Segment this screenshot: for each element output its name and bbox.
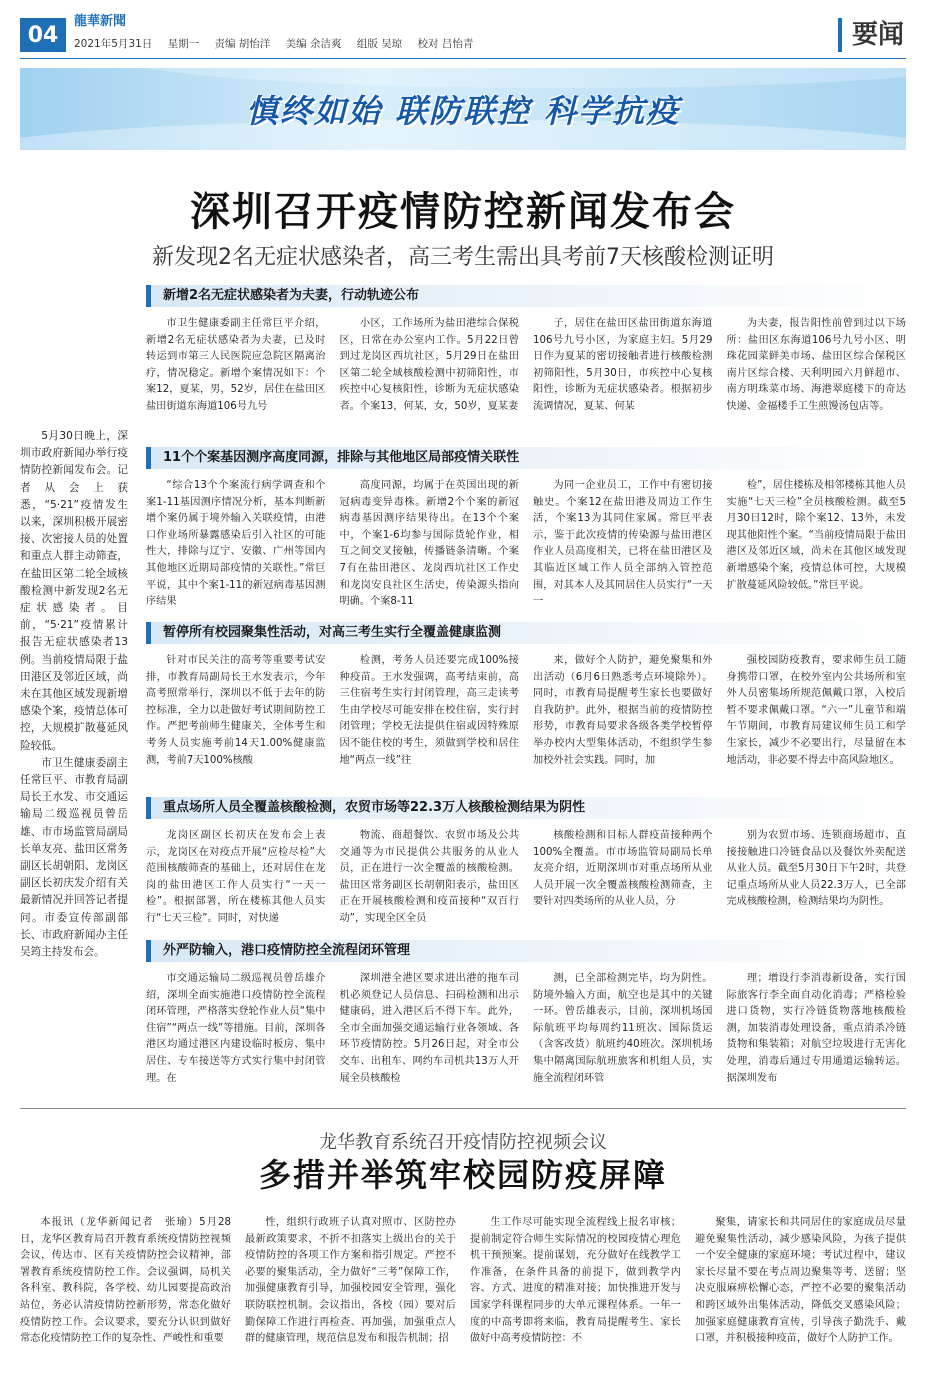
article-text: “综合13个个案流行病学调查和个案1-11基因测序情况分析，基本判断新增个案仍属于境外输入关联疫情，由港口作业场所暴露感染后引入社区的可能性大，排除与辽宁、安徽、广州等国内其他地区近期局部疫情的关联性。”常巨平说，其中个案1-11的新冠病毒基因测序结果 <box>146 480 326 608</box>
banner-slogan: 慎终如始 联防联控 科学抗疫 <box>245 92 681 130</box>
article-text: 物流、商超餐饮、农贸市场及公共交通等为市民提供公共服务的从业人员，正在进行一次全覆盖的核酸检测。盐田区常务副区长胡朝阳表示，盐田区正在开展核酸检测和疫苗接种“双百行动”，实现全区全员 <box>339 830 519 924</box>
page-number: 04 <box>20 18 66 52</box>
article-column <box>340 828 520 928</box>
article-text: 市交通运输局二级巡视员曾岳雄介绍，深圳全面实施港口疫情防控全流程闭环管理，严格落实登轮作业人员“集中住宿”“两点一线”等措施。目前，深圳各港区均通过港区内建设临时板房、集中居住、专车接送等方式实行集中封闭管理。在 <box>146 973 326 1084</box>
article-column <box>727 478 907 614</box>
article-column <box>146 478 326 614</box>
bottom-headline: 多措并举筑牢校园防疫屏障 <box>258 1156 667 1194</box>
article-text: 检”，居住楼栋及相邻楼栋其他人员实施“七天三检”全员核酸检测。截至5月30日12时，除个案12、13外，未发现其他阳性个案。“当前疫情局限于盐田港区及邻近区域，尚未在其他区域发现新增感染个案，疫情总体可控，大规模扩散蔓延风险较低。”常巨平说。 <box>726 480 906 591</box>
section-heading: 新增2名无症状感染者为夫妻，行动轨迹公布 <box>146 285 906 307</box>
header-info <box>74 36 485 51</box>
layout-credit: 组版 吴琼 <box>356 38 403 50</box>
editor: 责编 胡怡洋 <box>214 38 271 50</box>
proof-credit: 校对 吕怡青 <box>417 38 474 50</box>
bottom-kicker: 龙华教育系统召开疫情防控视频会议 <box>319 1132 607 1153</box>
section-heading: 重点场所人员全覆盖核酸检测，农贸市场等22.3万人核酸检测结果为阴性 <box>146 797 906 819</box>
article-column <box>146 316 326 434</box>
lead-column <box>20 428 128 961</box>
article-columns <box>146 316 906 434</box>
article-text: 小区，工作场所为盐田港综合保税区，日常在办公室内工作。5月22日曾到过龙岗区西坑社区，5月29日在盐田区第二轮全域核酸检测中初筛阳性，市疾控中心复核阳性，诊断为无症状感染者。个案13，何某，女，50岁，夏某妻 <box>339 318 519 412</box>
article-text: 检测，考务人员还要完成100%接种疫苗。王水发强调，高考结束前，高三住宿考生实行封闭管理，高三走读考生由学校尽可能安排在校住宿，实行封闭管理；学校无法提供住宿或因特殊原因不能住校的考生，须做到学校和居住地“两点一线”往 <box>339 655 519 766</box>
section-heading: 暂停所有校园聚集性活动，对高三考生实行全覆盖健康监测 <box>146 622 906 644</box>
section-heading: 11个个案基因测序高度同源，排除与其他地区局部疫情关联性 <box>146 447 906 469</box>
section-heading: 外严防输入，港口疫情防控全流程闭环管理 <box>146 940 906 962</box>
article-text: 本报讯（龙华新闻记者 张瑜）5月28日，龙华区教育局召开教育系统疫情防控视频会议，传达市、区有关疫情防控会议精神，部署教育系统疫情防控工作。会议强调，局机关各科室、教科院，各学校、幼儿园要提高政治站位，务必认清疫情防控新形势，常态化做好疫情防控工作。会议要求，要充分认识到做好常态化疫情防控工作的复杂性、严峻性和重要 <box>20 1217 231 1345</box>
article-text: 深圳港全港区要求进出港的拖车司机必须登记人员信息、扫码检测和出示健康码，进入港区后不得下车。此外，全市全面加强交通运输行业各领域、各环节疫情防控。5月26日起，对全市公交车、出租车、网约车司机共13万人开展全员核酸检 <box>339 973 519 1084</box>
lead-paragraph: 5月30日晚上，深圳市政府新闻办举行疫情防控新闻发布会。记者从会上获悉，“5·21”疫情发生以来，深圳积极开展密接、次密接人员的处置和重点人群主动筛查，在盐田区第二轮全域核酸检测中新发现2名无症状感染者。目前，“5·21”疫情累计报告无症状感染者13例。当前疫情局限于盐田港区及邻近区域，尚未在其他区域发现新增感染个案，疫情总体可控，大规模扩散蔓延风险较低。 <box>20 430 128 752</box>
main-headline: 深圳召开疫情防控新闻发布会 <box>190 188 736 235</box>
main-subheadline: 新发现2名无症状感染者，高三考生需出具考前7天核酸检测证明 <box>152 245 774 270</box>
article-text: 理；增设行李消毒新设备，实行国际旅客行李全面自动化消毒；严格检验进口货物，实行冷链货物落地核酸检测，加装消毒处理设备，重点消杀冷链货物和集装箱；对航空垃圾进行无害化处理，消毒后通过专用通道运输转运。据深圳发布 <box>726 973 906 1084</box>
bottom-columns <box>20 1215 906 1371</box>
article-text: 高度同源，均属于在英国出现的新冠病毒变异毒株。新增2个个案的新冠病毒基因测序结果待出。在13个个案中，个案1-6均参与国际货轮作业，相互之间交叉接触，传播链条清晰。个案7有在盐田港区、龙岗西坑社区工作史和龙岗安良社区生活史，传染源头指向明确。个案8-11 <box>339 480 519 608</box>
article-text: 为夫妻，报告阳性前曾到过以下场所：盐田区东海道106号九号小区、明珠花园菜鲜美市场、盐田区综合保税区南片区综合楼、天利明园六月鲜超市、南方明珠菜市场、海港翠庭楼下的奇达快递、金福楼手工生煎馒汤包店等。 <box>726 318 906 412</box>
article-column <box>533 316 713 434</box>
article-columns <box>146 828 906 928</box>
weekday: 星期一 <box>167 38 200 50</box>
article-column <box>727 653 907 789</box>
article-column <box>340 653 520 789</box>
article-text: 子，居住在盐田区盐田街道东海道106号九号小区，为家庭主妇。5月29日作为夏某的密切接触者进行核酸检测初筛阳性，5月30日，市疾控中心复核阳性，诊断为无症状感染者。根据初步流调情况，夏某、何某 <box>533 318 713 412</box>
designer: 美编 余洁爽 <box>285 38 342 50</box>
article-column <box>340 478 520 614</box>
article-text: 性，组织行政班子认真对照市、区防控办最新政策要求，不折不扣落实上级出台的关于疫情防控的各项工作方案和指引规定。严控不必要的聚集活动，全力做好“三考”保障工作，加强健康教育引导，加强校园安全管理，强化联防联控机制。会议指出，各校（园）要对后勤保障工作进行再检查、再加强，加强重点人群的健康管理，规范信息发布和报告机制；招 <box>245 1217 456 1345</box>
article-text: 核酸检测和目标人群疫苗接种两个100%全覆盖。市市场监管局副局长单友亮介绍，近期深圳市对重点场所从业人员开展一次全覆盖核酸检测筛查，主要针对四类场所的从业人员，分 <box>533 830 713 908</box>
article-text: 为同一企业员工，工作中有密切接触史。个案12在盐田港及周边工作生活，个案13为其同住家属。常巨平表示，鉴于此次疫情的传染源与盐田港区作业人员高度相关，已将在盐田港区及其临近区域工作人员全部纳入管控范围，对其本人及其同居住人员实行“一天一 <box>533 480 713 608</box>
article-column <box>695 1215 906 1371</box>
article-column <box>146 653 326 789</box>
article-text: 龙岗区副区长初庆在发布会上表示，龙岗区在对疫点开展“应检尽检”大范围核酸筛查的基础上，还对居住在龙岗的盐田港区工作人员实行“一天一检”。根据部署，所在楼栋其他人员实行“七天三检”。同时，对快递 <box>146 830 326 924</box>
article-column <box>727 971 907 1095</box>
article-column <box>533 828 713 928</box>
article-column <box>245 1215 456 1371</box>
article-column <box>340 316 520 434</box>
article-columns <box>146 478 906 614</box>
banner-wave <box>120 68 906 88</box>
article-columns <box>146 971 906 1095</box>
slogan-banner <box>20 68 906 150</box>
article-text: 生工作尽可能实现全流程线上报名审核；提前制定符合师生实际情况的校园疫情心理危机干预预案。提前谋划，充分做好在线教学工作准备，在条件具备的前提下，做到教学内容、方式、进度的精准对接；加快推进开发与国家学科课程同步的大单元课程体系。一年一度的中高考即将来临，教育局提醒考生、家长做好中高考疫情防控：不 <box>470 1217 681 1345</box>
article-text: 强校园防疫教育，要求师生员工随身携带口罩，在校外室内公共场所和室外人员密集场所规范佩戴口罩，入校后暂不要求佩戴口罩。“六一”儿童节和端午节期间，市教育局建议师生员工和学生家长，减少不必要出行，尽量留在本地活动，非必要不得去中高风险地区。 <box>726 655 906 766</box>
article-text: 市卫生健康委副主任常巨平介绍，新增2名无症状感染者为夫妻，已及时转运到市第三人民医院应急院区隔离治疗，情况稳定。新增个案情况如下：个案12，夏某，男，52岁，居住在盐田区盐田街道东海道106号九号 <box>146 318 326 412</box>
article-column <box>533 478 713 614</box>
article-column <box>533 971 713 1095</box>
article-column <box>533 653 713 789</box>
article-text: 来，做好个人防护，避免聚集和外出活动（6月6日熟悉考点环境除外）。同时，市教育局提醒考生家长也要做好自我防护。此外，根据当前的疫情防控形势，市教育局要求各级各类学校暂停举办校内大型集体活动，不组织学生参加校外社会实践。同时，加 <box>533 655 713 766</box>
article-column <box>470 1215 681 1371</box>
article-text: 聚集，请家长和共同居住的家庭成员尽量避免聚集性活动，减少感染风险，为孩子提供一个安全健康的家庭环境；考试过程中，建议家长尽量不要在考点周边聚集等考、送留；坚决克服麻痹松懈心态，严控不必要的聚集活动和跨区域外出集体活动，降低交叉感染风险；加强家庭健康教育宣传，引导孩子勤洗手、戴口罩，并积极接种疫苗，做好个人防护工作。 <box>695 1217 906 1345</box>
paper-logo: 龍華新聞 <box>74 14 127 29</box>
article-column <box>20 1215 231 1371</box>
article-column <box>146 828 326 928</box>
section-label: 要闻 <box>838 18 904 52</box>
article-column <box>727 316 907 434</box>
article-columns <box>146 653 906 789</box>
story-divider <box>20 1108 906 1109</box>
article-text: 别为农贸市场、连锁商场超市、直接接触进口冷链食品以及餐饮外卖配送从业人员。截至5月30日下午2时，共登记重点场所从业人员22.3万人，已全部完成核酸检测，检测结果均为阴性。 <box>726 830 906 908</box>
lead-paragraph: 市卫生健康委副主任常巨平、市教育局副局长王水发、市交通运输局二级巡视员曾岳雄、市市场监管局副局长单友亮、盐田区常务副区长胡朝阳、龙岗区副区长初庆发介绍有关最新情况并回答记者提问。市委宣传部副部长、市政府新闻办主任吴筠主持发布会。 <box>20 756 128 959</box>
article-text: 针对市民关注的高考等重要考试安排，市教育局副局长王水发表示，今年高考照常举行，深圳以不低于去年的防控标准，全力以赴做好考试期间防控工作。严把考前师生健康关，全体考生和考务人员实施考前14天1.00%健康监测，考前7天100%核酸 <box>146 655 326 766</box>
article-column <box>340 971 520 1095</box>
article-column <box>146 971 326 1095</box>
article-column <box>727 828 907 928</box>
issue-date: 2021年5月31日 <box>74 38 153 50</box>
header-divider <box>20 58 906 59</box>
article-text: 测，已全部检测完毕，均为阴性。防境外输入方面，航空也是其中的关键一环。曾岳雄表示，目前，深圳机场国际航班平均每周约11班次、国际货运（含客改货）航班约40班次。深圳机场集中隔离国际航班旅客和机组人员，实施全流程闭环管 <box>533 973 713 1084</box>
